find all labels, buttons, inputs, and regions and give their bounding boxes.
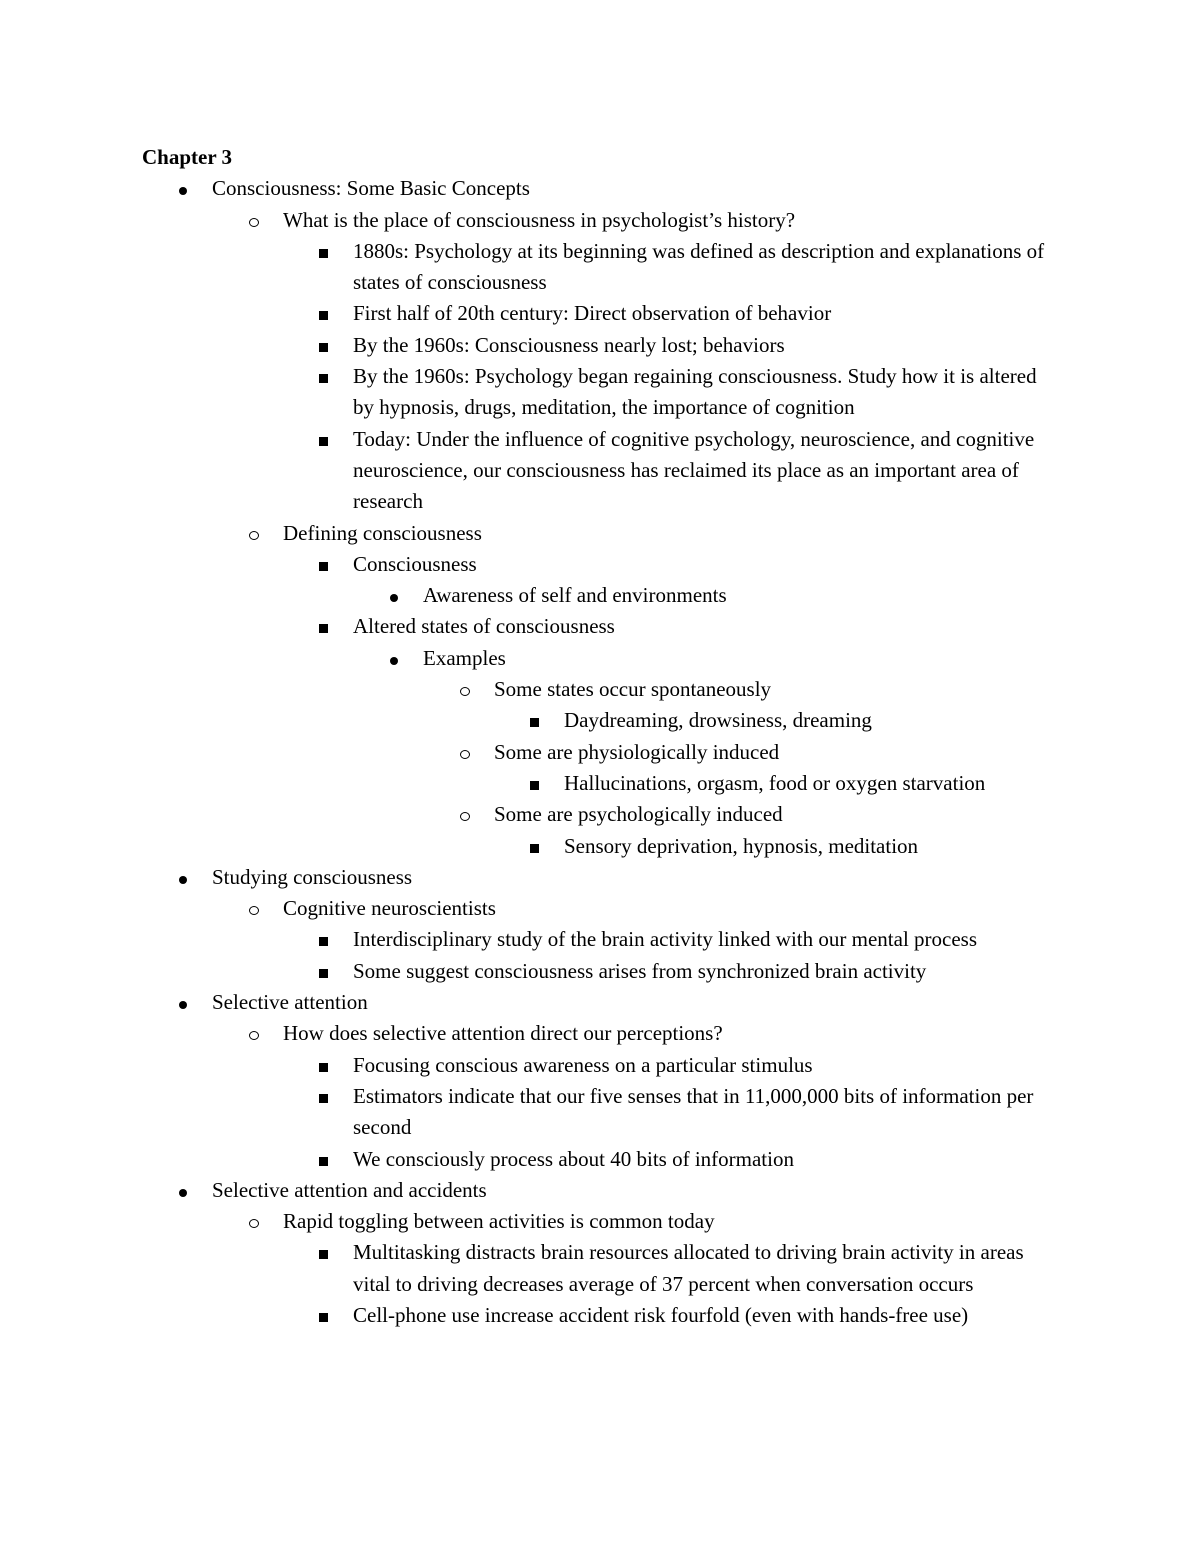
list-item-text: What is the place of consciousness in psychologist’s history? — [283, 207, 796, 232]
list-item-text: We consciously process about 40 bits of information — [353, 1146, 794, 1171]
bullet-square-icon — [317, 611, 337, 642]
list-item-text: Defining consciousness — [283, 520, 482, 545]
list-item — [142, 549, 1062, 580]
list-item — [142, 893, 1062, 924]
list-item — [142, 799, 1062, 830]
bullet-square-icon — [528, 768, 548, 799]
list-item-text: Multitasking distracts brain resources allocated to driving brain activity in areas vital to driving decreases average of 37 percent when conversation occurs — [353, 1240, 1024, 1296]
list-item-text: Consciousness — [353, 551, 477, 576]
list-item — [142, 831, 1062, 862]
bullet-circle-icon — [458, 737, 478, 768]
bullet-square-icon — [317, 1144, 337, 1175]
bullet-square-icon — [317, 330, 337, 361]
bullet-circle-icon — [247, 893, 267, 924]
bullet-disc-icon — [176, 862, 196, 893]
list-item — [142, 1206, 1062, 1237]
bullet-disc-icon — [176, 173, 196, 204]
bullet-disc-icon — [387, 580, 407, 611]
list-item-text: Hallucinations, orgasm, food or oxygen starvation — [564, 770, 986, 795]
list-item-text: Some are physiologically induced — [494, 739, 780, 764]
list-item — [142, 643, 1062, 674]
bullet-square-icon — [317, 924, 337, 955]
bullet-square-icon — [317, 1050, 337, 1081]
bullet-square-icon — [317, 361, 337, 392]
list-item-text: Selective attention — [212, 990, 368, 1015]
list-item-text: Studying consciousness — [212, 864, 413, 889]
bullet-circle-icon — [247, 205, 267, 236]
list-item-text: How does selective attention direct our perceptions? — [283, 1021, 723, 1046]
bullet-circle-icon — [458, 674, 478, 705]
list-item — [142, 330, 1062, 361]
list-item — [142, 236, 1062, 299]
list-item — [142, 518, 1062, 549]
list-item — [142, 1237, 1062, 1300]
list-item — [142, 956, 1062, 987]
list-item-text: Consciousness: Some Basic Concepts — [212, 176, 530, 201]
bullet-square-icon — [317, 1300, 337, 1331]
list-item-text: Estimators indicate that our five senses that in 11,000,000 bits of information per second — [353, 1083, 1034, 1140]
bullet-square-icon — [317, 424, 337, 455]
list-item — [142, 1018, 1062, 1049]
list-item — [142, 987, 1062, 1018]
list-item-text: Interdisciplinary study of the brain activity linked with our mental process — [353, 927, 978, 952]
list-item-text: By the 1960s: Consciousness nearly lost; behaviors — [353, 332, 785, 357]
list-item — [142, 361, 1062, 424]
list-item — [142, 1081, 1062, 1144]
list-item — [142, 737, 1062, 768]
chapter-title: Chapter 3 — [142, 145, 233, 169]
bullet-square-icon — [317, 956, 337, 987]
list-item — [142, 205, 1062, 236]
bullet-circle-icon — [458, 799, 478, 830]
list-item-text: By the 1960s: Psychology began regaining consciousness. Study how it is altered by hypnosis, drugs, meditation, the importance of cognition — [353, 364, 1037, 420]
bullet-circle-icon — [247, 1206, 267, 1237]
bullet-disc-icon — [176, 1175, 196, 1206]
bullet-disc-icon — [387, 643, 407, 674]
bullet-square-icon — [317, 549, 337, 580]
list-item — [142, 1144, 1062, 1175]
list-item-text: Focusing conscious awareness on a particular stimulus — [353, 1052, 813, 1077]
list-item — [142, 424, 1062, 518]
list-item — [142, 173, 1062, 204]
list-item — [142, 1175, 1062, 1206]
list-item-text: Today: Under the influence of cognitive psychology, neuroscience, and cognitive neuroscience, our consciousness has reclaimed its place as an important area of research — [353, 426, 1035, 514]
list-item-text: Awareness of self and environments — [423, 583, 727, 608]
bullet-square-icon — [317, 236, 337, 267]
list-item — [142, 1050, 1062, 1081]
bullet-square-icon — [317, 1237, 337, 1268]
list-item-text: Sensory deprivation, hypnosis, meditation — [564, 833, 919, 858]
list-item — [142, 1300, 1062, 1331]
list-item-text: Cell-phone use increase accident risk fourfold (even with hands-free use) — [353, 1302, 969, 1327]
list-item-text: 1880s: Psychology at its beginning was defined as description and explanations of states of consciousness — [353, 238, 1045, 295]
list-item-text: Cognitive neuroscientists — [283, 896, 496, 921]
list-item — [142, 674, 1062, 705]
bullet-square-icon — [528, 705, 548, 736]
list-item — [142, 705, 1062, 736]
list-item — [142, 924, 1062, 955]
outline-list — [142, 173, 1062, 1331]
list-item-text: Some states occur spontaneously — [494, 677, 772, 702]
bullet-square-icon — [317, 298, 337, 329]
list-item-text: First half of 20th century: Direct observation of behavior — [353, 301, 832, 326]
list-item-text: Daydreaming, drowsiness, dreaming — [564, 708, 872, 733]
list-item — [142, 611, 1062, 642]
bullet-square-icon — [317, 1081, 337, 1112]
bullet-circle-icon — [247, 518, 267, 549]
list-item-text: Rapid toggling between activities is common today — [283, 1209, 715, 1234]
list-item — [142, 862, 1062, 893]
list-item-text: Altered states of consciousness — [353, 614, 615, 639]
bullet-square-icon — [528, 831, 548, 862]
list-item-text: Some suggest consciousness arises from synchronized brain activity — [353, 958, 927, 983]
list-item-text: Some are psychologically induced — [494, 802, 783, 827]
list-item-text: Examples — [423, 645, 506, 670]
list-item-text: Selective attention and accidents — [212, 1177, 487, 1202]
list-item — [142, 298, 1062, 329]
bullet-circle-icon — [247, 1018, 267, 1049]
list-item — [142, 580, 1062, 611]
document-body — [142, 142, 1062, 1331]
bullet-disc-icon — [176, 987, 196, 1018]
list-item — [142, 768, 1062, 799]
